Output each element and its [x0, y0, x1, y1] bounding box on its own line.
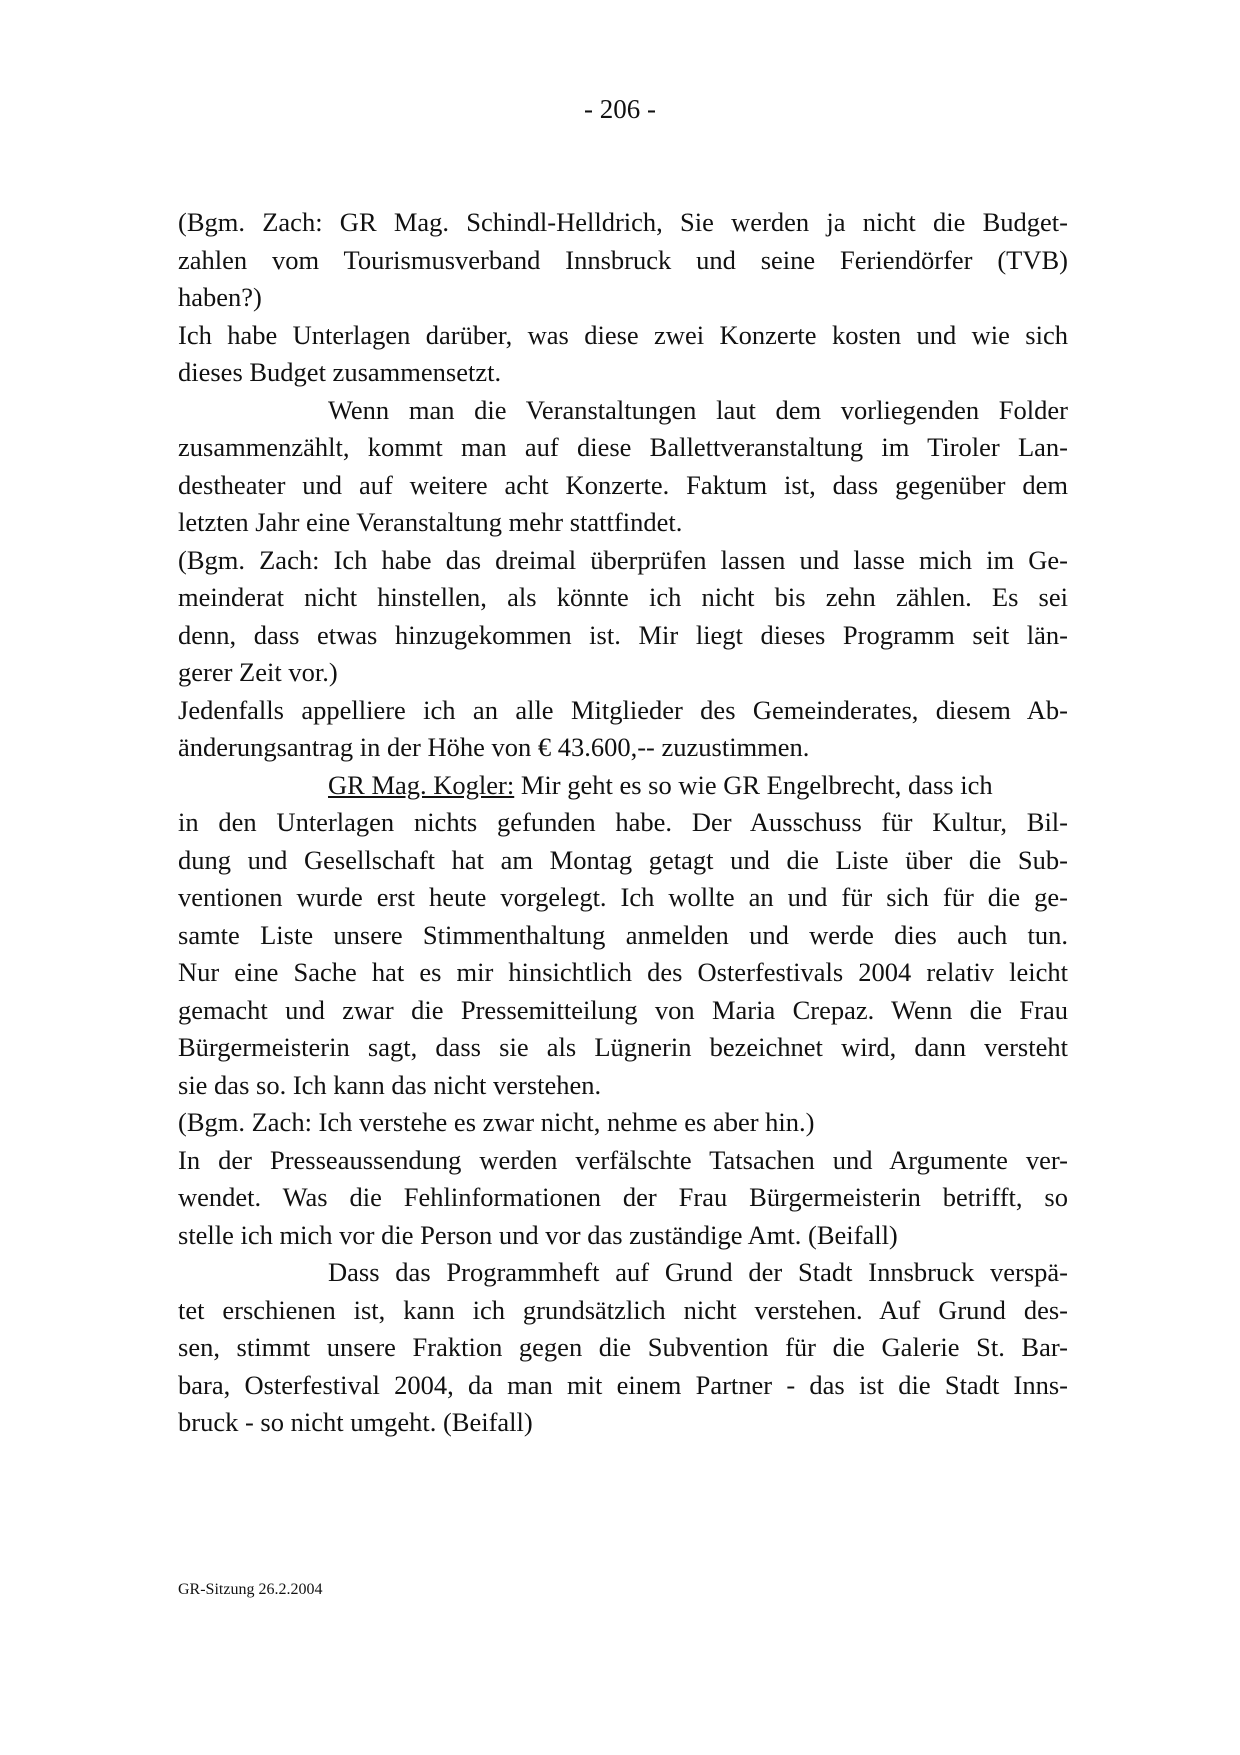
text-line: haben?): [178, 282, 262, 312]
text-line: bara, Osterfestival 2004, da man mit einem Partner - das ist die Stadt Inns-: [178, 1369, 1068, 1400]
text-line: wendet. Was die Fehlinformationen der Frau Bürgermeisterin betrifft, so: [178, 1182, 1068, 1212]
text-line: (Bgm. Zach: Ich habe das dreimal überprüfen lassen und lasse mich im Ge-: [178, 544, 1068, 575]
text-line: destheater und auf weitere acht Konzerte. Faktum ist, dass gegenüber dem: [178, 469, 1068, 500]
text-line: Dass das Programmheft auf Grund der Stadt Innsbruck verspä-: [328, 1257, 1068, 1287]
text-line: (Bgm. Zach: GR Mag. Schindl-Helldrich, Sie werden ja nicht die Budget-: [178, 207, 1068, 237]
text-line: änderungsantrag in der Höhe von € 43.600,-- zuzustimmen.: [178, 732, 810, 762]
text-line: ventionen wurde erst heute vorgelegt. Ich wollte an und für sich für die ge-: [178, 882, 1068, 912]
text-line: bruck - so nicht umgeht. (Beifall): [178, 1407, 533, 1437]
document-body: [178, 204, 1068, 1442]
text-line: in den Unterlagen nichts gefunden habe. Der Ausschuss für Kultur, Bil-: [178, 807, 1068, 837]
text-line: Jedenfalls appelliere ich an alle Mitglieder des Gemeinderates, diesem Ab-: [178, 694, 1068, 725]
text-line: zahlen vom Tourismusverband Innsbruck und seine Feriendörfer (TVB): [178, 244, 1068, 275]
text-line: meinderat nicht hinstellen, als könnte ich nicht bis zehn zählen. Es sei: [178, 582, 1068, 612]
text-line: dung und Gesellschaft hat am Montag getagt und die Liste über die Sub-: [178, 844, 1068, 875]
text-line: sie das so. Ich kann das nicht verstehen.: [178, 1069, 602, 1100]
text-line: Bürgermeisterin sagt, dass sie als Lügnerin bezeichnet wird, dann versteht: [178, 1032, 1068, 1062]
text-line: stelle ich mich vor die Person und vor das zuständige Amt. (Beifall): [178, 1219, 898, 1250]
text-line: samte Liste unsere Stimmenthaltung anmelden und werde dies auch tun.: [178, 919, 1068, 950]
text-line: zusammenzählt, kommt man auf diese Ballettveranstaltung im Tiroler Lan-: [178, 432, 1068, 462]
speaker-name: GR Mag. Kogler:: [328, 769, 515, 800]
text-line: letzten Jahr eine Veranstaltung mehr stattfindet.: [178, 507, 683, 537]
speaker-text: Mir geht es so wie GR Engelbrecht, dass ich: [520, 769, 993, 800]
text-line: tet erschienen ist, kann ich grundsätzlich nicht verstehen. Auf Grund des-: [178, 1294, 1068, 1325]
text-line: Ich habe Unterlagen darüber, was diese zwei Konzerte kosten und wie sich: [178, 319, 1068, 350]
text-line: Wenn man die Veranstaltungen laut dem vorliegenden Folder: [328, 394, 1068, 425]
text-line: denn, dass etwas hinzugekommen ist. Mir liegt dieses Programm seit län-: [178, 619, 1068, 650]
text-line: sen, stimmt unsere Fraktion gegen die Subvention für die Galerie St. Bar-: [178, 1332, 1068, 1362]
text-line: In der Presseaussendung werden verfälschte Tatsachen und Argumente ver-: [178, 1144, 1068, 1175]
text-line: Nur eine Sache hat es mir hinsichtlich des Osterfestivals 2004 relativ leicht: [178, 957, 1068, 987]
text-line: dieses Budget zusammensetzt.: [178, 357, 502, 387]
page-number: - 206 -: [584, 94, 656, 124]
speaker-line: [178, 767, 1068, 805]
text-line: (Bgm. Zach: Ich verstehe es zwar nicht, nehme es aber hin.): [178, 1107, 815, 1137]
text-line: gemacht und zwar die Pressemitteilung von Maria Crepaz. Wenn die Frau: [178, 994, 1068, 1025]
page-footer: GR-Sitzung 26.2.2004: [178, 1581, 323, 1598]
text-line: gerer Zeit vor.): [178, 657, 338, 687]
